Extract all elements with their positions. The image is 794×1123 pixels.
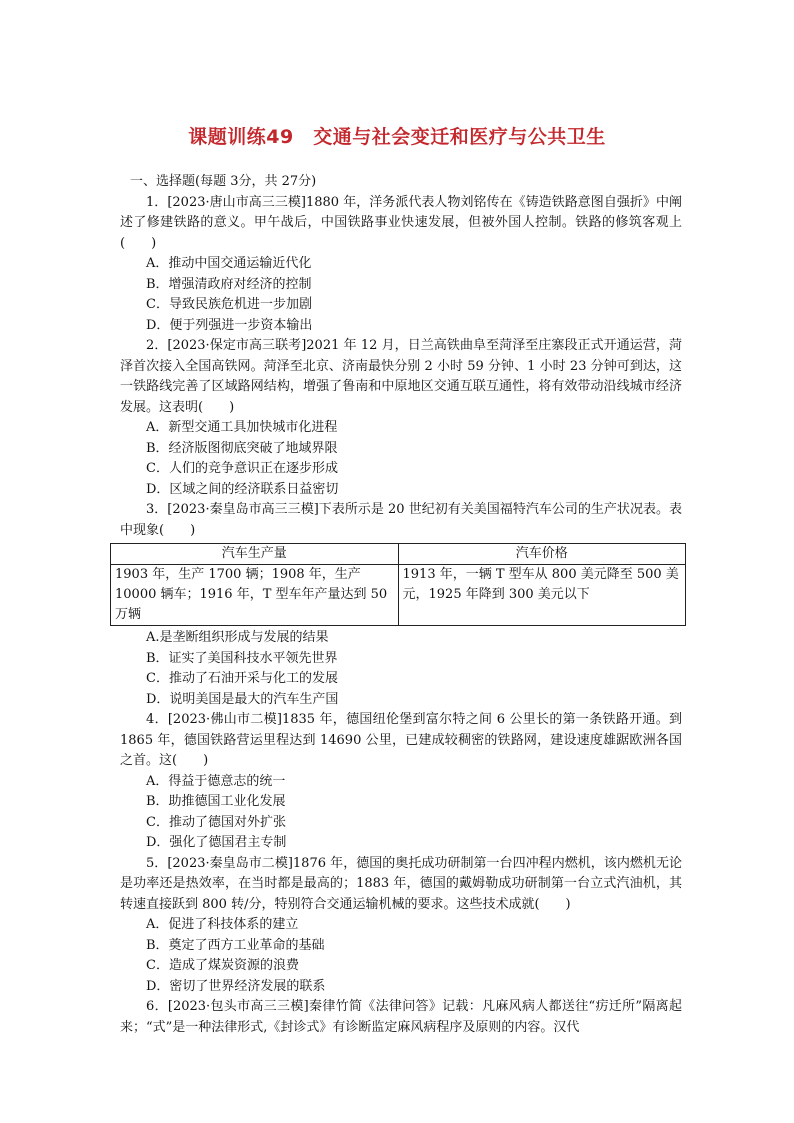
option-c: C．导致民族危机进一步加剧 bbox=[146, 297, 312, 312]
option-c: C．人们的竞争意识正在逐步形成 bbox=[146, 461, 338, 476]
option-d: D．强化了德国君主专制 bbox=[146, 835, 287, 850]
option-a: A．得益于德意志的统一 bbox=[146, 773, 286, 789]
document-body bbox=[115, 172, 682, 1038]
question-stem: 4．[2023·佛山市二模]1835 年，德国纽伦堡到富尔特之间 6 公里长的第一条铁路开通。到 1865 年，德国铁路营运里程达到 14690 公里，已建成较稠密的铁路网，建设速度雄踞欧洲各国之首。这( ) bbox=[120, 712, 682, 768]
option-b: B．增强清政府对经济的控制 bbox=[146, 276, 312, 292]
page-title: 课题训练49 交通与社会变迁和医疗与公共卫生 bbox=[188, 126, 606, 148]
option-a: A．促进了科技体系的建立 bbox=[146, 917, 299, 932]
question-stem: 3．[2023·秦皇岛市高三三模]下表所示是 20 世纪初有关美国福特汽车公司的生产状况表。表中现象( ) bbox=[120, 502, 682, 538]
option-d: D．说明美国是最大的汽车生产国 bbox=[146, 691, 339, 707]
option-c: C．推动了石油开采与化工的发展 bbox=[146, 671, 338, 686]
option-b: B．奠定了西方工业革命的基础 bbox=[146, 937, 325, 953]
option-b: B．证实了美国科技水平领先世界 bbox=[146, 650, 338, 666]
table-header: 汽车生产量 bbox=[111, 544, 399, 565]
option-d: D．密切了世界经济发展的联系 bbox=[146, 978, 326, 994]
option-b: B．经济版图彻底突破了地域界限 bbox=[146, 440, 338, 456]
table-cell: 1903 年，生产 1700 辆；1908 年，生产 10000 辆车；1916 年，T 型车年产量达到 50 万辆 bbox=[111, 565, 399, 626]
production-table bbox=[110, 543, 686, 626]
question-stem: 5．[2023·秦皇岛市二模]1876 年，德国的奥托成功研制第一台四冲程内燃机，该内燃机无论是功率还是热效率，在当时都是最高的；1883 年，德国的戴姆勒成功研制第一台立式汽油机，其转速直接跃到 800 转/分，特别符合交通运输机械的要求。这些技术成就( ) bbox=[120, 855, 682, 912]
question-5 bbox=[120, 854, 682, 998]
question-stem: 2．[2023·保定市高三联考]2021 年 12 月，日兰高铁曲阜至菏泽至庄寨段正式开通运营，菏泽首次接入全国高铁网。菏泽至北京、济南最快分别 2 小时 59 分钟、1 小时 23 分钟可到达，这一铁路线完善了区域路网结构，增强了鲁南和中原地区交通互联互通性，将有效带动沿线城市经济发展。这表明( ) bbox=[120, 338, 682, 415]
question-stem: 6．[2023·包头市高三三模]秦律竹简《法律问答》记载：凡麻风病人都送往“疠迁所”隔离起来；“式”是一种法律形式,《封诊式》有诊断监定麻风病程序及原则的内容。汉代 bbox=[120, 999, 682, 1035]
option-b: B．助推德国工业化发展 bbox=[146, 794, 286, 809]
question-4 bbox=[120, 710, 682, 854]
question-6 bbox=[120, 997, 682, 1038]
option-d: D．区域之间的经济联系日益密切 bbox=[146, 481, 339, 497]
option-a: A．新型交通工具加快城市化进程 bbox=[146, 420, 338, 435]
question-2 bbox=[120, 336, 682, 500]
option-c: C．造成了煤炭资源的浪费 bbox=[146, 958, 299, 973]
option-a: A．推动中国交通运输近代化 bbox=[146, 256, 312, 271]
table-cell: 1913 年，一辆 T 型车从 800 美元降至 500 美元，1925 年降到 300 美元以下 bbox=[398, 565, 686, 626]
section-heading: 一、选择题(每题 3分，共 27分) bbox=[130, 174, 317, 189]
option-d: D．便于列强进一步资本输出 bbox=[146, 317, 313, 333]
option-c: C．推动了德国对外扩张 bbox=[146, 814, 286, 830]
question-stem: 1．[2023·唐山市高三三模]1880 年，洋务派代表人物刘铭传在《铸造铁路意图自强折》中阐述了修建铁路的意义。甲午战后，中国铁路事业快速发展，但被外国人控制。铁路的修筑客观上( ) bbox=[120, 194, 682, 251]
option-a: A.是垄断组织形成与发展的结果 bbox=[146, 630, 329, 645]
table-header: 汽车价格 bbox=[398, 544, 686, 565]
question-3 bbox=[115, 500, 682, 710]
question-1 bbox=[120, 193, 682, 337]
